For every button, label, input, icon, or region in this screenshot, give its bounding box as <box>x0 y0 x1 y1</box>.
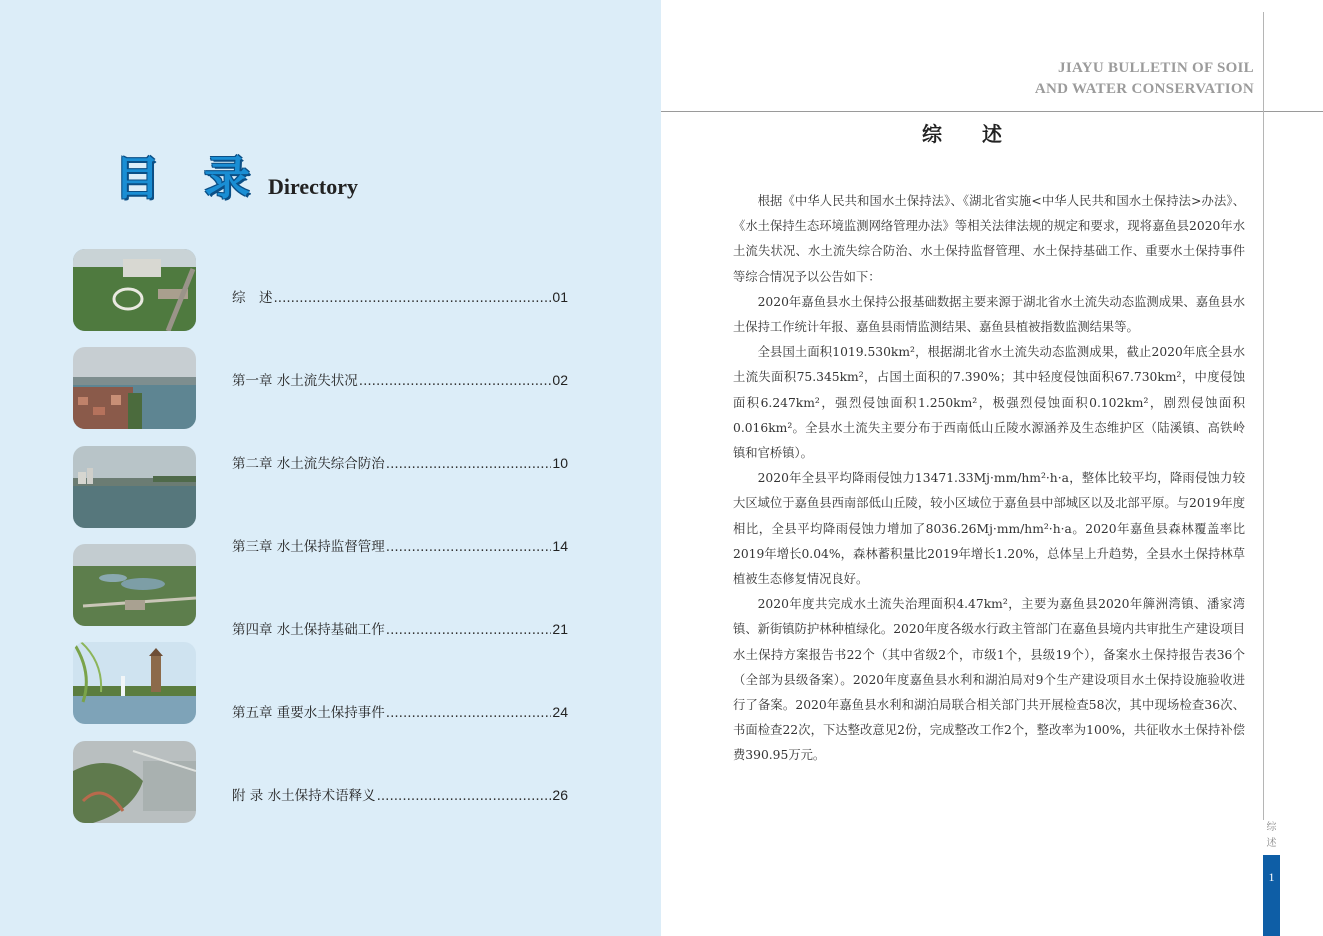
toc-label: 第五章 重要水土保持事件 <box>232 705 385 721</box>
thumbnail-photo-2 <box>73 347 196 429</box>
header-divider <box>661 111 1323 112</box>
toc-leader-dots <box>386 539 552 555</box>
toc-entry-appendix[interactable] <box>232 784 568 804</box>
thumbnail-photo-3 <box>73 446 196 528</box>
toc-label: 第三章 水土保持监督管理 <box>232 539 385 555</box>
toc-page-number: 24 <box>552 704 568 720</box>
toc-label: 第一章 水土流失状况 <box>232 373 358 389</box>
toc-label: 综 述 <box>232 290 273 306</box>
header-line-1: JIAYU BULLETIN OF SOIL <box>1058 60 1254 76</box>
toc-leader-dots <box>377 788 552 804</box>
bulletin-header <box>1035 58 1254 100</box>
toc-page-number: 01 <box>552 289 568 305</box>
toc-leader-dots <box>386 456 552 472</box>
toc-page-number: 21 <box>552 621 568 637</box>
directory-page <box>0 0 661 936</box>
directory-heading <box>114 142 358 208</box>
toc-leader-dots <box>274 290 552 306</box>
thumbnail-photo-1 <box>73 249 196 331</box>
toc-entry-chapter-5[interactable] <box>232 701 568 721</box>
section-title: 综述 <box>922 122 1042 146</box>
side-tab-label: 综述 <box>1266 822 1277 849</box>
paragraph: 2020年全县平均降雨侵蚀力13471.33Mj·mm/hm²·h·a，整体比较平均，降雨侵蚀力较大区域位于嘉鱼县西南部低山丘陵，较小区域位于嘉鱼县中部城区以及北部平原。与2019年度相比，全县平均降雨侵蚀力增加了8036.26Mj·mm/hm²·h·a。2020年嘉鱼县森林覆盖率比2019年增长0.04%，森林蓄积量比2019年增长1.20%，总体呈上升趋势，全县水土保持林草植被生态修复情况良好。 <box>733 471 1245 587</box>
toc-page-number: 10 <box>552 455 568 471</box>
page-number-tab <box>1263 855 1280 936</box>
directory-title-en: Directory <box>268 174 359 199</box>
toc-label: 附 录 水土保持术语释义 <box>232 788 376 804</box>
toc-entry-chapter-1[interactable] <box>232 369 568 389</box>
directory-title-cn: 目 录 <box>114 151 265 205</box>
toc-leader-dots <box>386 705 552 721</box>
thumbnail-photo-4 <box>73 544 196 626</box>
body-text <box>733 189 1245 769</box>
paragraph: 2020年度共完成水土流失治理面积4.47km²，主要为嘉鱼县2020年簰洲湾镇、潘家湾镇、新街镇防护林种植绿化。2020年度各级水行政主管部门在嘉鱼县境内共审批生产建设项目水土保持方案报告书22个（其中省级2个，市级1个，县级19个），备案水土保持报告表36个（全部为县级备案）。2020年度嘉鱼县水利和湖泊局对9个生产建设项目水土保持设施验收进行了备案。2020年嘉鱼县水利和湖泊局联合相关部门共开展检查58次，其中现场检查36次、书面检查22次，下达整改意见2份，完成整改工作2个，整改率为100%，共征收水土保持补偿费390.95万元。 <box>733 597 1245 763</box>
thumbnail-photo-6 <box>73 741 196 823</box>
toc-page-number: 14 <box>552 538 568 554</box>
paragraph: 2020年嘉鱼县水土保持公报基础数据主要来源于湖北省水土流失动态监测成果、嘉鱼县水土保持工作统计年报、嘉鱼县雨情监测结果、嘉鱼县植被指数监测结果等。 <box>733 294 1245 335</box>
toc-entry-chapter-2[interactable] <box>232 452 568 472</box>
toc-label: 第二章 水土流失综合防治 <box>232 456 385 472</box>
toc-leader-dots <box>386 622 552 638</box>
toc-entry-chapter-4[interactable] <box>232 618 568 638</box>
toc-page-number: 02 <box>552 372 568 388</box>
header-line-2: AND WATER CONSERVATION <box>1034 81 1254 97</box>
toc-entry-chapter-3[interactable] <box>232 535 568 555</box>
summary-page <box>661 0 1323 936</box>
thumbnail-photo-5 <box>73 642 196 724</box>
toc-entry-summary[interactable] <box>232 286 568 306</box>
toc-label: 第四章 水土保持基础工作 <box>232 622 385 638</box>
paragraph: 根据《中华人民共和国水土保持法》、《湖北省实施<中华人民共和国水土保持法>办法》、《水土保持生态环境监测网络管理办法》等相关法律法规的规定和要求，现将嘉鱼县2020年水土流失状况、水土流失综合防治、水土保持监督管理、水土保持基础工作、重要水土保持事件等综合情况予以公告如下： <box>733 194 1245 284</box>
side-section-tab <box>1263 820 1280 852</box>
paragraph: 全县国土面积1019.530km²，根据湖北省水土流失动态监测成果，截止2020年底全县水土流失面积75.345km²，占国土面积的7.390%；其中轻度侵蚀面积67.730km²，中度侵蚀面积6.247km²，强烈侵蚀面积1.250km²，极强烈侵蚀面积0.102km²，剧烈侵蚀面积0.016km²。全县水土流失主要分布于西南低山丘陵水源涵养及生态维护区（陆溪镇、高铁岭镇和官桥镇）。 <box>733 345 1245 461</box>
toc-leader-dots <box>359 373 552 389</box>
page-number: 1 <box>1268 870 1275 884</box>
toc-page-number: 26 <box>552 787 568 803</box>
